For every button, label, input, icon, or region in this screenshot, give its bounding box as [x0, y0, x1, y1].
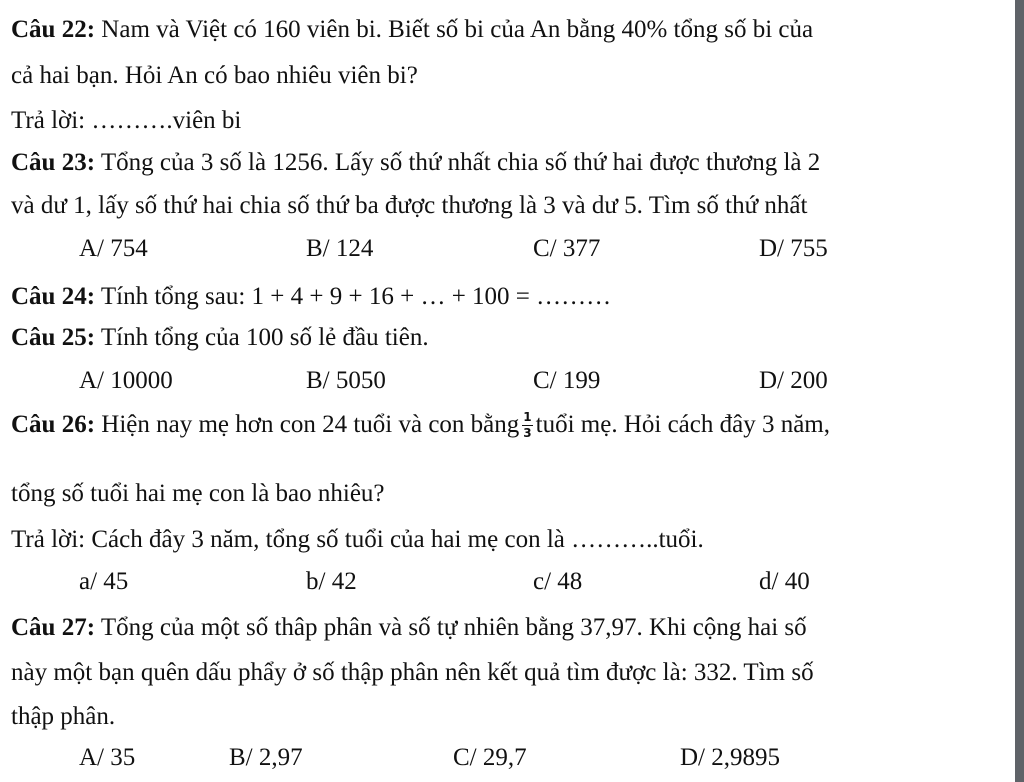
q26-option-c: c/ 48 [533, 568, 583, 595]
q26-fraction [522, 411, 532, 439]
q23-option-c: C/ 377 [533, 235, 601, 262]
q23-text-1: Tổng của 3 số là 1256. Lấy số thứ nhất chia số thứ hai được thương là 2 [100, 149, 821, 176]
q27-line-3: thập phân. [11, 703, 116, 730]
q22-answer: Trả lời: ……….viên bi [11, 107, 242, 134]
q25-option-b: B/ 5050 [306, 367, 386, 394]
q27-text-1: Tổng của một số thâp phân và số tự nhiên bằng 37,97. Khi cộng hai số [100, 614, 807, 641]
q23-label: Câu 23: [11, 149, 96, 176]
q26-option-b: b/ 42 [306, 568, 357, 595]
q23-line-2: và dư 1, lấy số thứ hai chia số thứ ba được thương là 3 và dư 5. Tìm số thứ nhất [11, 192, 808, 219]
q27-option-b: B/ 2,97 [229, 744, 303, 771]
q26-option-d: d/ 40 [759, 568, 810, 595]
q23-option-d: D/ 755 [759, 235, 828, 262]
q25-option-a: A/ 10000 [79, 367, 173, 394]
q24-text-1: Tính tổng sau: 1 + 4 + 9 + 16 + … + 100 = ……… [100, 283, 612, 310]
q26-text-after-fraction: tuổi mẹ. Hỏi cách đây 3 năm, [535, 411, 831, 438]
q27-option-d: D/ 2,9895 [680, 744, 780, 771]
q25-option-d: D/ 200 [759, 367, 828, 394]
q25-text-1: Tính tổng của 100 số lẻ đầu tiên. [100, 324, 429, 351]
q26-fraction-denominator: 3 [523, 425, 532, 440]
q25-label: Câu 25: [11, 324, 96, 351]
q25-line-1 [11, 325, 429, 350]
q27-label: Câu 27: [11, 614, 96, 641]
q23-line-1 [11, 150, 820, 175]
q23-option-b: B/ 124 [306, 235, 374, 262]
q22-text-1: Nam và Việt có 160 viên bi. Biết số bi của An bằng 40% tổng số bi của [101, 16, 814, 43]
q22-line-2: cả hai bạn. Hỏi An có bao nhiêu viên bi? [11, 62, 418, 89]
q27-line-1 [11, 615, 807, 640]
q22-line-1 [11, 17, 813, 42]
q26-line-1 [11, 412, 830, 440]
q27-line-2: này một bạn quên dấu phẩy ở số thập phân nên kết quả tìm được là: 332. Tìm số [11, 659, 814, 686]
q25-option-c: C/ 199 [533, 367, 601, 394]
q26-answer: Trả lời: Cách đây 3 năm, tổng số tuổi của hai mẹ con là ………..tuổi. [11, 526, 704, 553]
q22-label: Câu 22: [11, 16, 96, 43]
q24-label: Câu 24: [11, 283, 96, 310]
q27-option-c: C/ 29,7 [453, 744, 527, 771]
q26-label: Câu 26: [11, 411, 96, 438]
q26-line-2: tổng số tuổi hai mẹ con là bao nhiêu? [11, 480, 385, 507]
q26-option-a: a/ 45 [79, 568, 129, 595]
right-scroll-edge [1015, 0, 1024, 782]
q23-option-a: A/ 754 [79, 235, 148, 262]
q27-option-a: A/ 35 [79, 744, 136, 771]
q24-line-1 [11, 284, 611, 309]
q26-fraction-numerator: 1 [523, 410, 532, 425]
q26-text-before-fraction: Hiện nay mẹ hơn con 24 tuổi và con bằng [101, 411, 520, 438]
